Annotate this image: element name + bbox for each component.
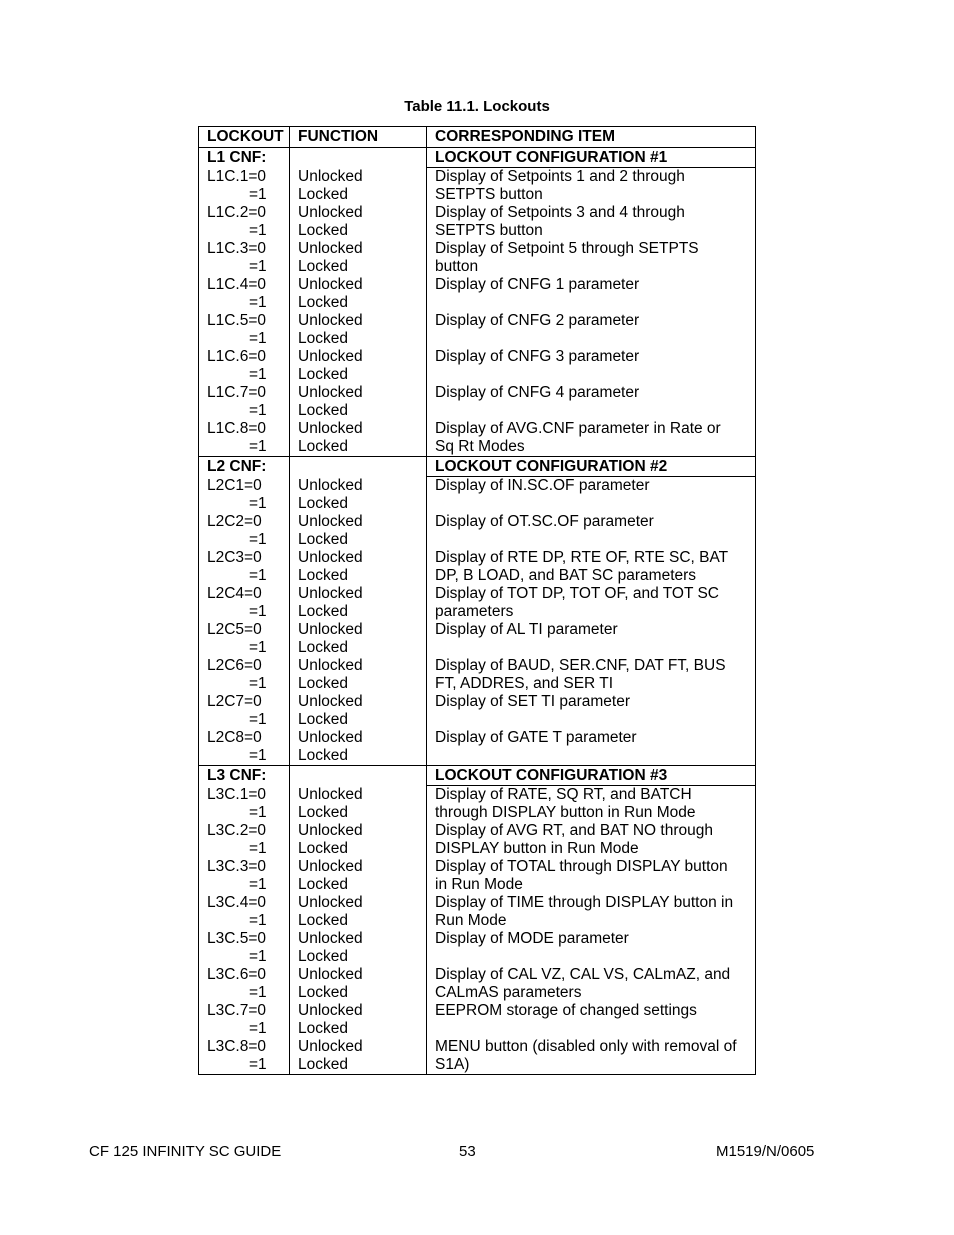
lockout-code-cell: [199, 1002, 290, 1038]
lockout-code-locked: =1: [249, 185, 267, 203]
function-locked: Locked: [298, 402, 348, 419]
item-line-2: [435, 747, 751, 765]
function-cell: [290, 729, 427, 766]
section-header-row: [199, 766, 756, 786]
item-line-2: [435, 639, 751, 657]
table-row: [199, 786, 756, 823]
item-line-2: S1A): [435, 1056, 470, 1073]
lockout-code-cell: [199, 513, 290, 549]
function-cell: [290, 693, 427, 729]
section-title: LOCKOUT CONFIGURATION #1: [427, 148, 756, 168]
function-unlocked: Unlocked: [298, 348, 363, 365]
lockout-code-cell: [199, 930, 290, 966]
function-unlocked: Unlocked: [298, 204, 363, 221]
lockout-code-locked: =1: [249, 840, 267, 857]
function-cell: [290, 621, 427, 657]
item-line-2: parameters: [435, 603, 514, 620]
function-unlocked: Unlocked: [298, 693, 363, 710]
function-locked: Locked: [298, 639, 348, 656]
item-cell: [427, 1038, 756, 1075]
item-line-2: button: [435, 258, 479, 275]
lockout-code-cell: [199, 966, 290, 1002]
lockout-code-locked: =1: [249, 1056, 267, 1073]
lockout-code-cell: [199, 894, 290, 930]
item-line-1: Display of CAL VZ, CAL VS, CALmAZ, and: [435, 966, 731, 983]
lockout-code-unlocked: L3C.6=0: [207, 966, 267, 983]
lockout-code-locked: =1: [249, 984, 267, 1001]
lockout-code-unlocked: L1C.2=0: [207, 204, 267, 221]
lockout-code-cell: [199, 657, 290, 693]
item-cell: [427, 513, 756, 549]
item-line-1: Display of TOTAL through DISPLAY button: [435, 858, 728, 875]
lockout-code-locked: =1: [249, 948, 267, 965]
lockout-code-locked: =1: [249, 639, 267, 656]
section-header-row: [199, 457, 756, 477]
function-unlocked: Unlocked: [298, 549, 363, 566]
footer-page-number: 53: [459, 1143, 476, 1160]
item-cell: [427, 240, 756, 276]
item-line-1: Display of CNFG 2 parameter: [435, 312, 640, 329]
table-row: [199, 894, 756, 930]
function-locked: Locked: [298, 330, 348, 347]
item-line-1: Display of TOT DP, TOT OF, and TOT SC: [435, 585, 720, 602]
item-line-2: FT, ADDRES, and SER TI: [435, 675, 614, 692]
function-locked: Locked: [298, 948, 348, 965]
lockout-code-unlocked: L1C.6=0: [207, 348, 267, 365]
section-title: LOCKOUT CONFIGURATION #2: [427, 457, 756, 477]
function-cell: [290, 1038, 427, 1075]
lockout-code-locked: =1: [249, 531, 267, 548]
lockout-code-cell: [199, 240, 290, 276]
lockout-code-unlocked: L2C7=0: [207, 693, 262, 710]
item-line-1: Display of CNFG 3 parameter: [435, 348, 640, 365]
function-locked: Locked: [298, 912, 348, 929]
function-locked: Locked: [298, 984, 348, 1001]
function-cell: [290, 420, 427, 457]
function-locked: Locked: [298, 366, 348, 383]
lockout-code-cell: [199, 276, 290, 312]
item-cell: [427, 822, 756, 858]
item-cell: [427, 348, 756, 384]
item-cell: [427, 930, 756, 966]
item-line-1: Display of CNFG 1 parameter: [435, 276, 640, 293]
function-locked: Locked: [298, 567, 348, 584]
item-line-2: DISPLAY button in Run Mode: [435, 840, 639, 857]
item-cell: [427, 786, 756, 823]
lockout-code-cell: [199, 729, 290, 766]
item-line-1: Display of GATE T parameter: [435, 729, 637, 746]
function-cell: [290, 966, 427, 1002]
item-line-1: Display of OT.SC.OF parameter: [435, 513, 654, 530]
table-row: [199, 657, 756, 693]
section-code: L1 CNF:: [199, 148, 290, 168]
table-row: [199, 168, 756, 205]
lockout-code-cell: [199, 1038, 290, 1075]
item-cell: [427, 477, 756, 514]
item-line-1: Display of AVG.CNF parameter in Rate or: [435, 420, 721, 437]
table-row: [199, 384, 756, 420]
lockout-code-locked: =1: [249, 567, 267, 584]
lockout-code-cell: [199, 312, 290, 348]
function-cell: [290, 1002, 427, 1038]
item-line-1: Display of TIME through DISPLAY button in: [435, 894, 734, 911]
lockout-code-unlocked: L1C.4=0: [207, 276, 267, 293]
lockout-code-cell: [199, 693, 290, 729]
function-cell: [290, 348, 427, 384]
item-cell: [427, 966, 756, 1002]
item-line-2: [435, 1020, 751, 1038]
function-locked: Locked: [298, 876, 348, 893]
item-cell: [427, 858, 756, 894]
lockout-code-unlocked: L2C4=0: [207, 585, 262, 602]
lockout-code-unlocked: L3C.3=0: [207, 858, 267, 875]
item-line-1: EEPROM storage of changed settings: [435, 1002, 697, 1019]
item-line-2: DP, B LOAD, and BAT SC parameters: [435, 567, 697, 584]
table-row: [199, 513, 756, 549]
footer-doc-title: CF 125 INFINITY SC GUIDE: [89, 1143, 282, 1160]
lockout-code-cell: [199, 858, 290, 894]
item-cell: [427, 621, 756, 657]
lockout-code-unlocked: L2C8=0: [207, 729, 262, 746]
lockout-code-cell: [199, 384, 290, 420]
table-row: [199, 930, 756, 966]
function-unlocked: Unlocked: [298, 1038, 363, 1055]
function-unlocked: Unlocked: [298, 729, 363, 746]
table-row: [199, 1038, 756, 1075]
header-item: CORRESPONDING ITEM: [427, 127, 756, 148]
lockout-code-locked: =1: [249, 438, 267, 455]
function-unlocked: Unlocked: [298, 858, 363, 875]
lockout-code-locked: =1: [249, 258, 267, 275]
table-row: [199, 348, 756, 384]
table-row: [199, 240, 756, 276]
function-cell: [290, 276, 427, 312]
header-function: FUNCTION: [290, 127, 427, 148]
item-cell: [427, 1002, 756, 1038]
lockout-code-unlocked: L2C1=0: [207, 476, 262, 494]
function-unlocked: Unlocked: [298, 966, 363, 983]
function-locked: Locked: [298, 603, 348, 620]
table-row: [199, 693, 756, 729]
lockout-code-unlocked: L1C.1=0: [207, 167, 267, 185]
function-locked: Locked: [298, 258, 348, 275]
function-cell: [290, 786, 427, 823]
lockout-code-locked: =1: [249, 912, 267, 929]
function-unlocked: Unlocked: [298, 930, 363, 947]
function-cell: [290, 513, 427, 549]
function-cell: [290, 240, 427, 276]
item-line-2: [435, 531, 751, 549]
item-line-1: Display of SET TI parameter: [435, 693, 630, 710]
lockout-code-unlocked: L2C3=0: [207, 549, 262, 566]
item-line-2: SETPTS button: [435, 186, 543, 203]
function-cell: [290, 657, 427, 693]
lockout-code-unlocked: L2C5=0: [207, 621, 262, 638]
section-code: L3 CNF:: [199, 766, 290, 786]
function-cell: [290, 549, 427, 585]
lockout-code-locked: =1: [249, 494, 267, 512]
item-line-1: Display of AL TI parameter: [435, 621, 618, 638]
table-body: [199, 148, 756, 1075]
lockout-code-cell: [199, 585, 290, 621]
item-cell: [427, 276, 756, 312]
lockout-code-unlocked: L1C.8=0: [207, 420, 267, 437]
lockout-code-locked: =1: [249, 711, 267, 728]
item-line-1: Display of IN.SC.OF parameter: [435, 477, 650, 494]
lockout-code-cell: [199, 204, 290, 240]
lockout-code-unlocked: L3C.7=0: [207, 1002, 267, 1019]
lockout-code-unlocked: L3C.1=0: [207, 785, 267, 803]
function-locked: Locked: [298, 438, 348, 455]
table-row: [199, 420, 756, 457]
item-line-1: MENU button (disabled only with removal of: [435, 1038, 737, 1055]
function-cell: [290, 384, 427, 420]
function-unlocked: Unlocked: [298, 513, 363, 530]
lockout-code-unlocked: L1C.5=0: [207, 312, 267, 329]
function-locked: Locked: [298, 222, 348, 239]
lockout-code-cell: [199, 786, 290, 823]
item-line-1: Display of Setpoints 3 and 4 through: [435, 204, 685, 221]
item-line-1: Display of Setpoints 1 and 2 through: [435, 168, 685, 185]
function-cell: [290, 477, 427, 514]
item-line-1: Display of MODE parameter: [435, 930, 629, 947]
section-function-empty: [290, 148, 427, 168]
item-line-2: Sq Rt Modes: [435, 438, 525, 455]
lockout-code-cell: [199, 822, 290, 858]
item-cell: [427, 384, 756, 420]
item-line-2: through DISPLAY button in Run Mode: [435, 804, 696, 821]
item-cell: [427, 657, 756, 693]
item-cell: [427, 312, 756, 348]
function-unlocked: Unlocked: [298, 822, 363, 839]
item-cell: [427, 693, 756, 729]
table-row: [199, 822, 756, 858]
table-caption: Table 11.1. Lockouts: [404, 98, 550, 115]
function-locked: Locked: [298, 1020, 348, 1037]
lockout-code-locked: =1: [249, 330, 267, 347]
lockout-code-locked: =1: [249, 675, 267, 692]
item-cell: [427, 729, 756, 766]
item-line-2: [435, 330, 751, 348]
lockout-code-cell: [199, 348, 290, 384]
lockout-code-unlocked: L3C.8=0: [207, 1038, 267, 1055]
function-unlocked: Unlocked: [298, 476, 363, 494]
item-cell: [427, 585, 756, 621]
lockout-code-cell: [199, 168, 290, 205]
function-locked: Locked: [298, 840, 348, 857]
header-lockout: LOCKOUT: [199, 127, 290, 148]
item-cell: [427, 168, 756, 205]
item-line-2: Run Mode: [435, 912, 507, 929]
function-cell: [290, 312, 427, 348]
table-row: [199, 966, 756, 1002]
section-title: LOCKOUT CONFIGURATION #3: [427, 766, 756, 786]
function-unlocked: Unlocked: [298, 276, 363, 293]
item-line-2: [435, 366, 751, 384]
item-line-1: Display of RTE DP, RTE OF, RTE SC, BAT: [435, 549, 729, 566]
item-line-2: [435, 948, 751, 966]
item-line-1: Display of Setpoint 5 through SETPTS: [435, 240, 699, 257]
footer-doc-code: M1519/N/0605: [716, 1143, 815, 1160]
item-line-2: in Run Mode: [435, 876, 523, 893]
item-line-2: [435, 402, 751, 420]
item-cell: [427, 204, 756, 240]
lockout-code-locked: =1: [249, 876, 267, 893]
item-cell: [427, 894, 756, 930]
function-unlocked: Unlocked: [298, 621, 363, 638]
lockout-code-locked: =1: [249, 603, 267, 620]
function-locked: Locked: [298, 747, 348, 764]
function-unlocked: Unlocked: [298, 657, 363, 674]
table-header-row: [199, 127, 756, 148]
item-line-2: SETPTS button: [435, 222, 543, 239]
function-locked: Locked: [298, 1056, 348, 1073]
table-row: [199, 1002, 756, 1038]
function-locked: Locked: [298, 185, 348, 203]
table-row: [199, 477, 756, 514]
item-cell: [427, 549, 756, 585]
table-row: [199, 858, 756, 894]
table-row: [199, 729, 756, 766]
function-locked: Locked: [298, 494, 348, 512]
section-code: L2 CNF:: [199, 457, 290, 477]
function-cell: [290, 204, 427, 240]
item-line-1: Display of AVG RT, and BAT NO through: [435, 822, 713, 839]
table-row: [199, 585, 756, 621]
lockout-code-unlocked: L1C.7=0: [207, 384, 267, 401]
function-unlocked: Unlocked: [298, 894, 363, 911]
lockout-code-locked: =1: [249, 222, 267, 239]
section-function-empty: [290, 766, 427, 786]
lockout-code-unlocked: L3C.4=0: [207, 894, 267, 911]
section-function-empty: [290, 457, 427, 477]
function-unlocked: Unlocked: [298, 384, 363, 401]
function-locked: Locked: [298, 675, 348, 692]
function-unlocked: Unlocked: [298, 1002, 363, 1019]
lockout-code-cell: [199, 621, 290, 657]
table-row: [199, 621, 756, 657]
function-locked: Locked: [298, 711, 348, 728]
function-unlocked: Unlocked: [298, 420, 363, 437]
table-row: [199, 549, 756, 585]
table-row: [199, 276, 756, 312]
lockout-code-locked: =1: [249, 1020, 267, 1037]
lockout-code-locked: =1: [249, 366, 267, 383]
item-cell: [427, 420, 756, 457]
lockout-code-locked: =1: [249, 294, 267, 311]
item-line-2: [435, 294, 751, 312]
lockout-code-unlocked: L3C.5=0: [207, 930, 267, 947]
lockout-code-cell: [199, 420, 290, 457]
function-unlocked: Unlocked: [298, 240, 363, 257]
function-cell: [290, 585, 427, 621]
item-line-1: Display of BAUD, SER.CNF, DAT FT, BUS: [435, 657, 726, 674]
function-cell: [290, 858, 427, 894]
function-cell: [290, 930, 427, 966]
function-locked: Locked: [298, 803, 348, 821]
lockout-code-unlocked: L2C2=0: [207, 513, 262, 530]
item-line-1: Display of RATE, SQ RT, and BATCH: [435, 786, 692, 803]
section-header-row: [199, 148, 756, 168]
item-line-2: [435, 711, 751, 729]
item-line-2: [435, 495, 751, 513]
lockout-code-unlocked: L1C.3=0: [207, 240, 267, 257]
lockout-code-unlocked: L2C6=0: [207, 657, 262, 674]
table-row: [199, 204, 756, 240]
item-line-2: CALmAS parameters: [435, 984, 582, 1001]
function-unlocked: Unlocked: [298, 585, 363, 602]
lockout-code-cell: [199, 477, 290, 514]
function-unlocked: Unlocked: [298, 312, 363, 329]
lockout-code-locked: =1: [249, 747, 267, 764]
function-cell: [290, 822, 427, 858]
function-cell: [290, 168, 427, 205]
function-unlocked: Unlocked: [298, 167, 363, 185]
lockout-code-locked: =1: [249, 803, 267, 821]
function-unlocked: Unlocked: [298, 785, 363, 803]
table-row: [199, 312, 756, 348]
function-locked: Locked: [298, 531, 348, 548]
function-cell: [290, 894, 427, 930]
lockouts-table: [198, 126, 756, 1075]
lockout-code-unlocked: L3C.2=0: [207, 822, 267, 839]
lockout-code-cell: [199, 549, 290, 585]
lockout-code-locked: =1: [249, 402, 267, 419]
item-line-1: Display of CNFG 4 parameter: [435, 384, 640, 401]
function-locked: Locked: [298, 294, 348, 311]
